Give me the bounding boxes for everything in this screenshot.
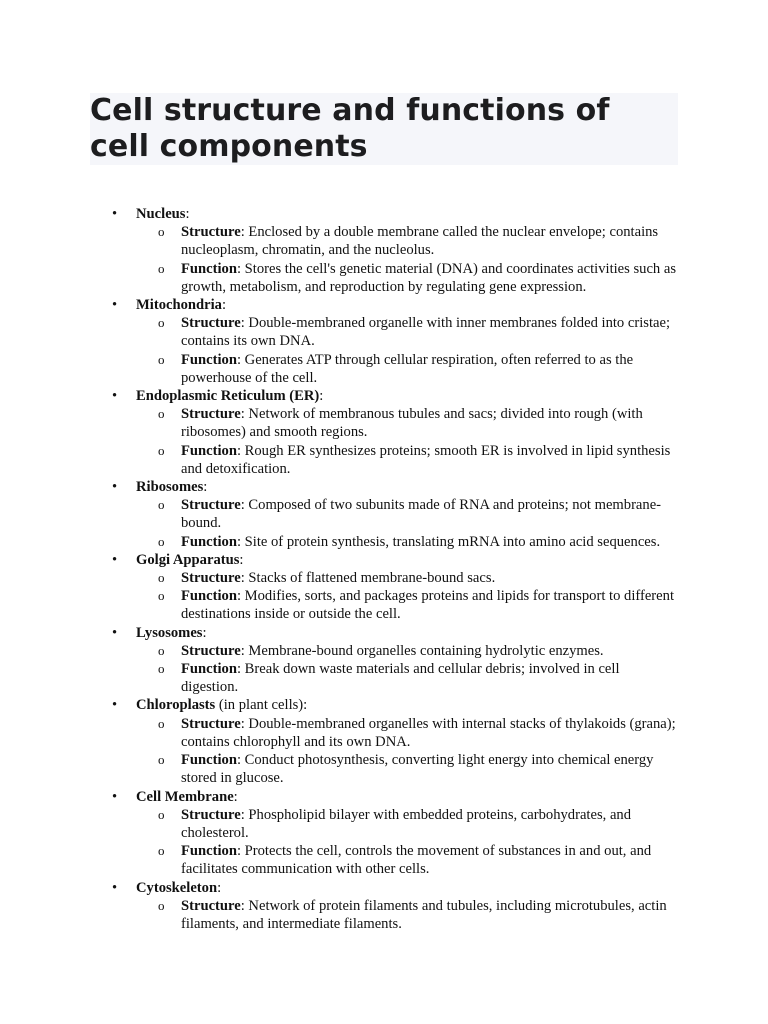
circle-bullet-icon: o bbox=[158, 533, 165, 549]
circle-bullet-icon: o bbox=[158, 843, 165, 859]
organelle-item bbox=[90, 296, 680, 387]
detail-label: Function bbox=[181, 533, 237, 550]
detail-item bbox=[136, 715, 680, 751]
organelle-item bbox=[90, 551, 680, 624]
detail-text: : Enclosed by a double membrane called the nuclear envelope; contains nucleoplasm, chromatin, and the nucleolus. bbox=[181, 224, 659, 259]
detail-label: Structure bbox=[181, 570, 241, 587]
detail-label: Function bbox=[181, 260, 237, 277]
detail-text: : Network of membranous tubules and sacs; divided into rough (with ribosomes) and smooth regions. bbox=[181, 406, 643, 441]
bullet-icon: • bbox=[112, 879, 118, 896]
page-title: Cell structure and functions of cell components bbox=[90, 93, 610, 164]
detail-label: Function bbox=[181, 442, 237, 459]
detail-list bbox=[136, 314, 680, 387]
detail-item bbox=[136, 642, 680, 660]
detail-label: Function bbox=[181, 843, 237, 860]
detail-label: Structure bbox=[181, 806, 241, 823]
detail-item bbox=[136, 806, 680, 842]
organelle-heading bbox=[136, 625, 207, 641]
detail-text: : Protects the cell, controls the movement of substances in and out, and facilitates communication with other cells. bbox=[181, 843, 652, 878]
organelle-item bbox=[90, 696, 680, 787]
bullet-icon: • bbox=[112, 388, 118, 405]
circle-bullet-icon: o bbox=[158, 715, 165, 731]
detail-list bbox=[136, 715, 680, 788]
detail-item bbox=[136, 897, 680, 933]
detail-list bbox=[136, 496, 680, 551]
detail-label: Structure bbox=[181, 406, 241, 423]
detail-label: Function bbox=[181, 351, 237, 368]
detail-label: Structure bbox=[181, 315, 241, 332]
detail-label: Structure bbox=[181, 642, 241, 659]
detail-text: : Conduct photosynthesis, converting light energy into chemical energy stored in glucose. bbox=[181, 752, 654, 787]
circle-bullet-icon: o bbox=[158, 752, 165, 768]
organelle-name: Ribosomes bbox=[136, 479, 204, 496]
organelle-colon: : bbox=[185, 206, 190, 222]
detail-list bbox=[136, 223, 680, 296]
organelle-heading bbox=[136, 297, 226, 313]
detail-text: : Modifies, sorts, and packages proteins and lipids for transport to different destinations inside or outside the cell. bbox=[181, 588, 674, 623]
detail-text: : Membrane-bound organelles containing hydrolytic enzymes. bbox=[240, 642, 604, 659]
detail-text: : Network of protein filaments and tubules, including microtubules, actin filaments, and intermediate filaments. bbox=[181, 897, 667, 932]
organelle-list bbox=[90, 205, 680, 933]
bullet-icon: • bbox=[112, 697, 118, 714]
bullet-icon: • bbox=[112, 479, 118, 496]
detail-item bbox=[136, 842, 680, 878]
detail-list bbox=[136, 806, 680, 879]
organelle-item bbox=[90, 788, 680, 879]
organelle-heading bbox=[136, 552, 243, 568]
detail-list bbox=[136, 897, 680, 933]
organelle-colon: : bbox=[202, 624, 207, 641]
organelle-item bbox=[90, 624, 680, 697]
bullet-icon: • bbox=[112, 788, 118, 805]
organelle-note: (in plant cells) bbox=[215, 697, 304, 714]
circle-bullet-icon: o bbox=[158, 588, 165, 604]
organelle-item bbox=[90, 387, 680, 478]
detail-list bbox=[136, 569, 680, 624]
organelle-item bbox=[90, 478, 680, 551]
detail-label: Structure bbox=[181, 497, 241, 514]
detail-text: : Composed of two subunits made of RNA and proteins; not membrane-bound. bbox=[181, 497, 662, 532]
organelle-name: Lysosomes bbox=[136, 624, 203, 641]
organelle-colon: : bbox=[221, 297, 227, 314]
circle-bullet-icon: o bbox=[158, 661, 165, 677]
circle-bullet-icon: o bbox=[158, 897, 165, 913]
detail-label: Structure bbox=[181, 715, 241, 732]
detail-text: : Double-membraned organelles with internal stacks of thylakoids (grana); contains chlorophyll and its own DNA. bbox=[181, 715, 676, 750]
detail-list bbox=[136, 642, 680, 697]
detail-text: : Double-membraned organelle with inner membranes folded into cristae; contains its own DNA. bbox=[181, 315, 671, 350]
organelle-colon: : bbox=[303, 697, 308, 714]
detail-item bbox=[136, 533, 680, 551]
circle-bullet-icon: o bbox=[158, 224, 165, 240]
bullet-icon: • bbox=[112, 551, 118, 568]
detail-label: Function bbox=[181, 588, 237, 605]
bullet-icon: • bbox=[112, 297, 118, 314]
organelle-heading bbox=[136, 880, 221, 896]
organelle-name: Chloroplasts bbox=[136, 697, 216, 714]
organelle-name: Mitochondria bbox=[136, 297, 222, 314]
organelle-name: Cell Membrane bbox=[136, 788, 234, 805]
detail-label: Function bbox=[181, 752, 237, 769]
detail-text: : Generates ATP through cellular respiration, often referred to as the powerhouse of the cell. bbox=[181, 351, 634, 386]
organelle-colon: : bbox=[239, 551, 244, 568]
organelle-colon: : bbox=[203, 479, 208, 496]
circle-bullet-icon: o bbox=[158, 260, 165, 276]
organelle-colon: : bbox=[217, 879, 222, 896]
detail-item bbox=[136, 314, 680, 350]
detail-item bbox=[136, 587, 680, 623]
detail-item bbox=[136, 405, 680, 441]
organelle-heading bbox=[136, 697, 307, 713]
detail-list bbox=[136, 405, 680, 478]
circle-bullet-icon: o bbox=[158, 497, 165, 513]
organelle-item bbox=[90, 879, 680, 934]
organelle-colon: : bbox=[233, 788, 238, 805]
organelle-heading bbox=[136, 206, 190, 222]
title-block bbox=[90, 93, 678, 165]
organelle-heading bbox=[136, 479, 207, 495]
detail-item bbox=[136, 260, 680, 296]
bullet-icon: • bbox=[112, 624, 118, 641]
circle-bullet-icon: o bbox=[158, 642, 165, 658]
bullet-icon: • bbox=[112, 206, 118, 222]
detail-item bbox=[136, 351, 680, 387]
organelle-colon: : bbox=[319, 388, 324, 405]
detail-text: : Phospholipid bilayer with embedded proteins, carbohydrates, and cholesterol. bbox=[181, 806, 632, 841]
detail-text: : Stores the cell's genetic material (DNA) and coordinates activities such as growth, metabolism, and reproduction by regulating gene expression. bbox=[181, 260, 677, 295]
detail-text: : Rough ER synthesizes proteins; smooth ER is involved in lipid synthesis and detoxification. bbox=[181, 442, 671, 477]
organelle-name: Endoplasmic Reticulum (ER) bbox=[136, 388, 320, 405]
document-body bbox=[90, 205, 680, 933]
detail-text: : Break down waste materials and cellular debris; involved in cell digestion. bbox=[181, 661, 620, 696]
detail-item bbox=[136, 569, 680, 587]
organelle-heading bbox=[136, 789, 238, 805]
organelle-heading bbox=[136, 388, 323, 404]
detail-text: : Stacks of flattened membrane-bound sacs. bbox=[240, 570, 496, 587]
detail-item bbox=[136, 223, 680, 259]
detail-item bbox=[136, 496, 680, 532]
organelle-name: Cytoskeleton bbox=[136, 879, 218, 896]
detail-text: : Site of protein synthesis, translating mRNA into amino acid sequences. bbox=[236, 533, 661, 550]
detail-item bbox=[136, 442, 680, 478]
circle-bullet-icon: o bbox=[158, 406, 165, 422]
circle-bullet-icon: o bbox=[158, 806, 165, 822]
detail-item bbox=[136, 660, 680, 696]
circle-bullet-icon: o bbox=[158, 570, 165, 586]
detail-label: Function bbox=[181, 661, 237, 678]
circle-bullet-icon: o bbox=[158, 442, 165, 458]
organelle-item bbox=[90, 205, 680, 296]
circle-bullet-icon: o bbox=[158, 315, 165, 331]
detail-item bbox=[136, 751, 680, 787]
circle-bullet-icon: o bbox=[158, 351, 165, 367]
organelle-name: Golgi Apparatus bbox=[136, 551, 240, 568]
organelle-name: Nucleus bbox=[136, 206, 186, 222]
detail-label: Structure bbox=[181, 897, 241, 914]
detail-label: Structure bbox=[181, 224, 241, 241]
